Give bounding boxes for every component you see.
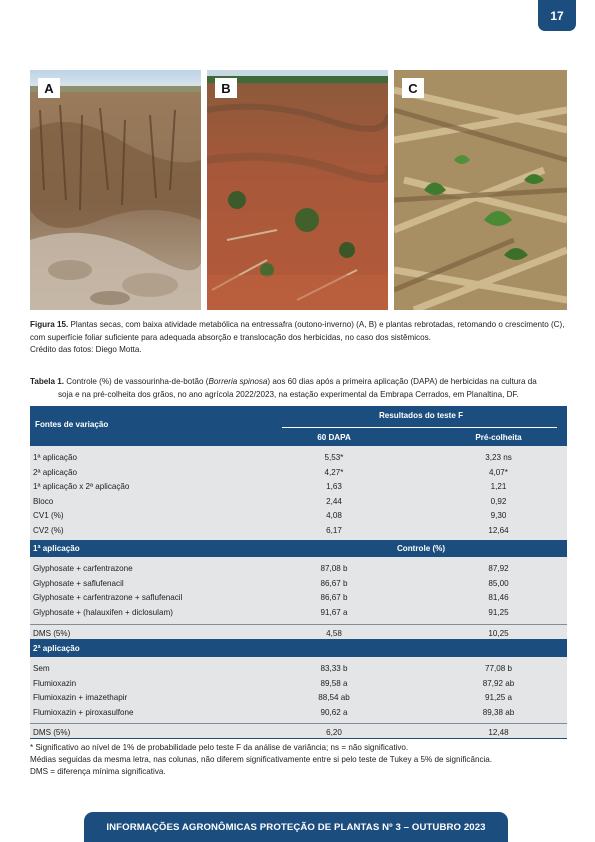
photo-panel-b xyxy=(207,70,388,310)
panel-label: B xyxy=(215,78,237,98)
table-row: CV2 (%) 6,17 12,64 xyxy=(30,523,567,538)
table-row: Bloco 2,44 0,92 xyxy=(30,494,567,509)
dms-row: DMS (5%) 4,58 10,25 xyxy=(30,624,567,640)
table-row: 1ª aplicação 5,53* 3,23 ns xyxy=(30,450,567,465)
results-table xyxy=(30,406,567,739)
header-col-60dapa: 60 DAPA xyxy=(317,433,351,442)
table-row: Glyphosate + carfentrazone 87,08 b 87,92 xyxy=(30,561,567,576)
dry-plants-photo xyxy=(30,70,201,310)
table-caption-part2: ) aos 60 dias após a primeira aplicação (DAPA) de herbicidas na cultura da xyxy=(267,377,537,386)
table-row: Glyphosate + saflufenacil 86,67 b 85,00 xyxy=(30,576,567,591)
figure-caption-body: Plantas secas, com baixa atividade metabólica na entressafra (outono-inverno) (A, B) e plantas rebrotadas, retomando o crescimento (C), com superfície foliar suficiente para adequada absorção e translocação dos herbicidas, no caso dos sistêmicos. xyxy=(30,320,565,342)
table-row: Sem 83,33 b 77,08 b xyxy=(30,661,567,676)
header-rule xyxy=(282,427,557,428)
section-header-1a-aplicacao: 1ª aplicação Controle (%) xyxy=(30,540,567,557)
note-tukey: Médias seguidas da mesma letra, nas colunas, não diferem significativamente entre si pelo teste de Tukey a 5% de significância. xyxy=(30,755,493,764)
table-caption-lead: Tabela 1. xyxy=(30,377,65,386)
species-name: Borreria spinosa xyxy=(208,377,268,386)
table-caption-line2: soja e na pré-colheita dos grãos, no ano agrícola 2022/2023, na estação experimental da Embrapa Cerrados, em Planaltina, DF. xyxy=(58,389,519,399)
table-header xyxy=(30,406,567,446)
photo-credit: Crédito das fotos: Diego Motta. xyxy=(30,345,142,355)
note-significance: * Significativo ao nível de 1% de probabilidade pelo teste F da análise de variância; ns = não significativo. xyxy=(30,743,409,752)
section-header-2a-aplicacao: 2ª aplicação xyxy=(30,640,567,657)
dms-row: DMS (5%) 6,20 12,48 xyxy=(30,723,567,739)
red-soil-photo xyxy=(207,70,388,310)
photo-panel-a xyxy=(30,70,201,310)
note-dms: DMS = diferença mínima significativa. xyxy=(30,767,166,776)
header-col-precolheita: Pré-colheita xyxy=(475,433,522,442)
table-row: 2ª aplicação 4,27* 4,07* xyxy=(30,465,567,480)
page-number-badge: 17 xyxy=(538,0,576,31)
table-row: Flumioxazin + imazethapir 88,54 ab 91,25 a xyxy=(30,690,567,705)
controle-label: Controle (%) xyxy=(396,544,446,553)
panel-label: C xyxy=(402,78,424,98)
table-row: Glyphosate + (halauxifen + diclosulam) 91,67 a 91,25 xyxy=(30,605,567,620)
figure-photos xyxy=(30,70,567,310)
table-caption xyxy=(30,376,570,401)
table-row: CV1 (%) 4,08 9,30 xyxy=(30,508,567,523)
table-row: Flumioxazin 89,58 a 87,92 ab xyxy=(30,676,567,691)
figure-caption-lead: Figura 15. xyxy=(30,320,69,329)
table-row: Flumioxazin + piroxasulfone 90,62 a 89,38 ab xyxy=(30,705,567,720)
table-row: Glyphosate + carfentrazone + saflufenacil 86,67 b 81,46 xyxy=(30,590,567,605)
header-sources: Fontes de variação xyxy=(35,420,109,429)
photo-panel-c xyxy=(394,70,567,310)
footer-banner: INFORMAÇÕES AGRONÔMICAS PROTEÇÃO DE PLANTAS Nº 3 – OUTUBRO 2023 xyxy=(84,812,508,842)
figure-caption xyxy=(30,319,567,357)
panel-label: A xyxy=(38,78,60,98)
header-results: Resultados do teste F xyxy=(378,411,464,420)
table-caption-part1: Controle (%) de vassourinha-de-botão ( xyxy=(64,377,209,386)
table-row: 1ª aplicação x 2ª aplicação 1,63 1,21 xyxy=(30,479,567,494)
table-notes xyxy=(30,742,570,778)
regrowth-photo xyxy=(394,70,567,310)
